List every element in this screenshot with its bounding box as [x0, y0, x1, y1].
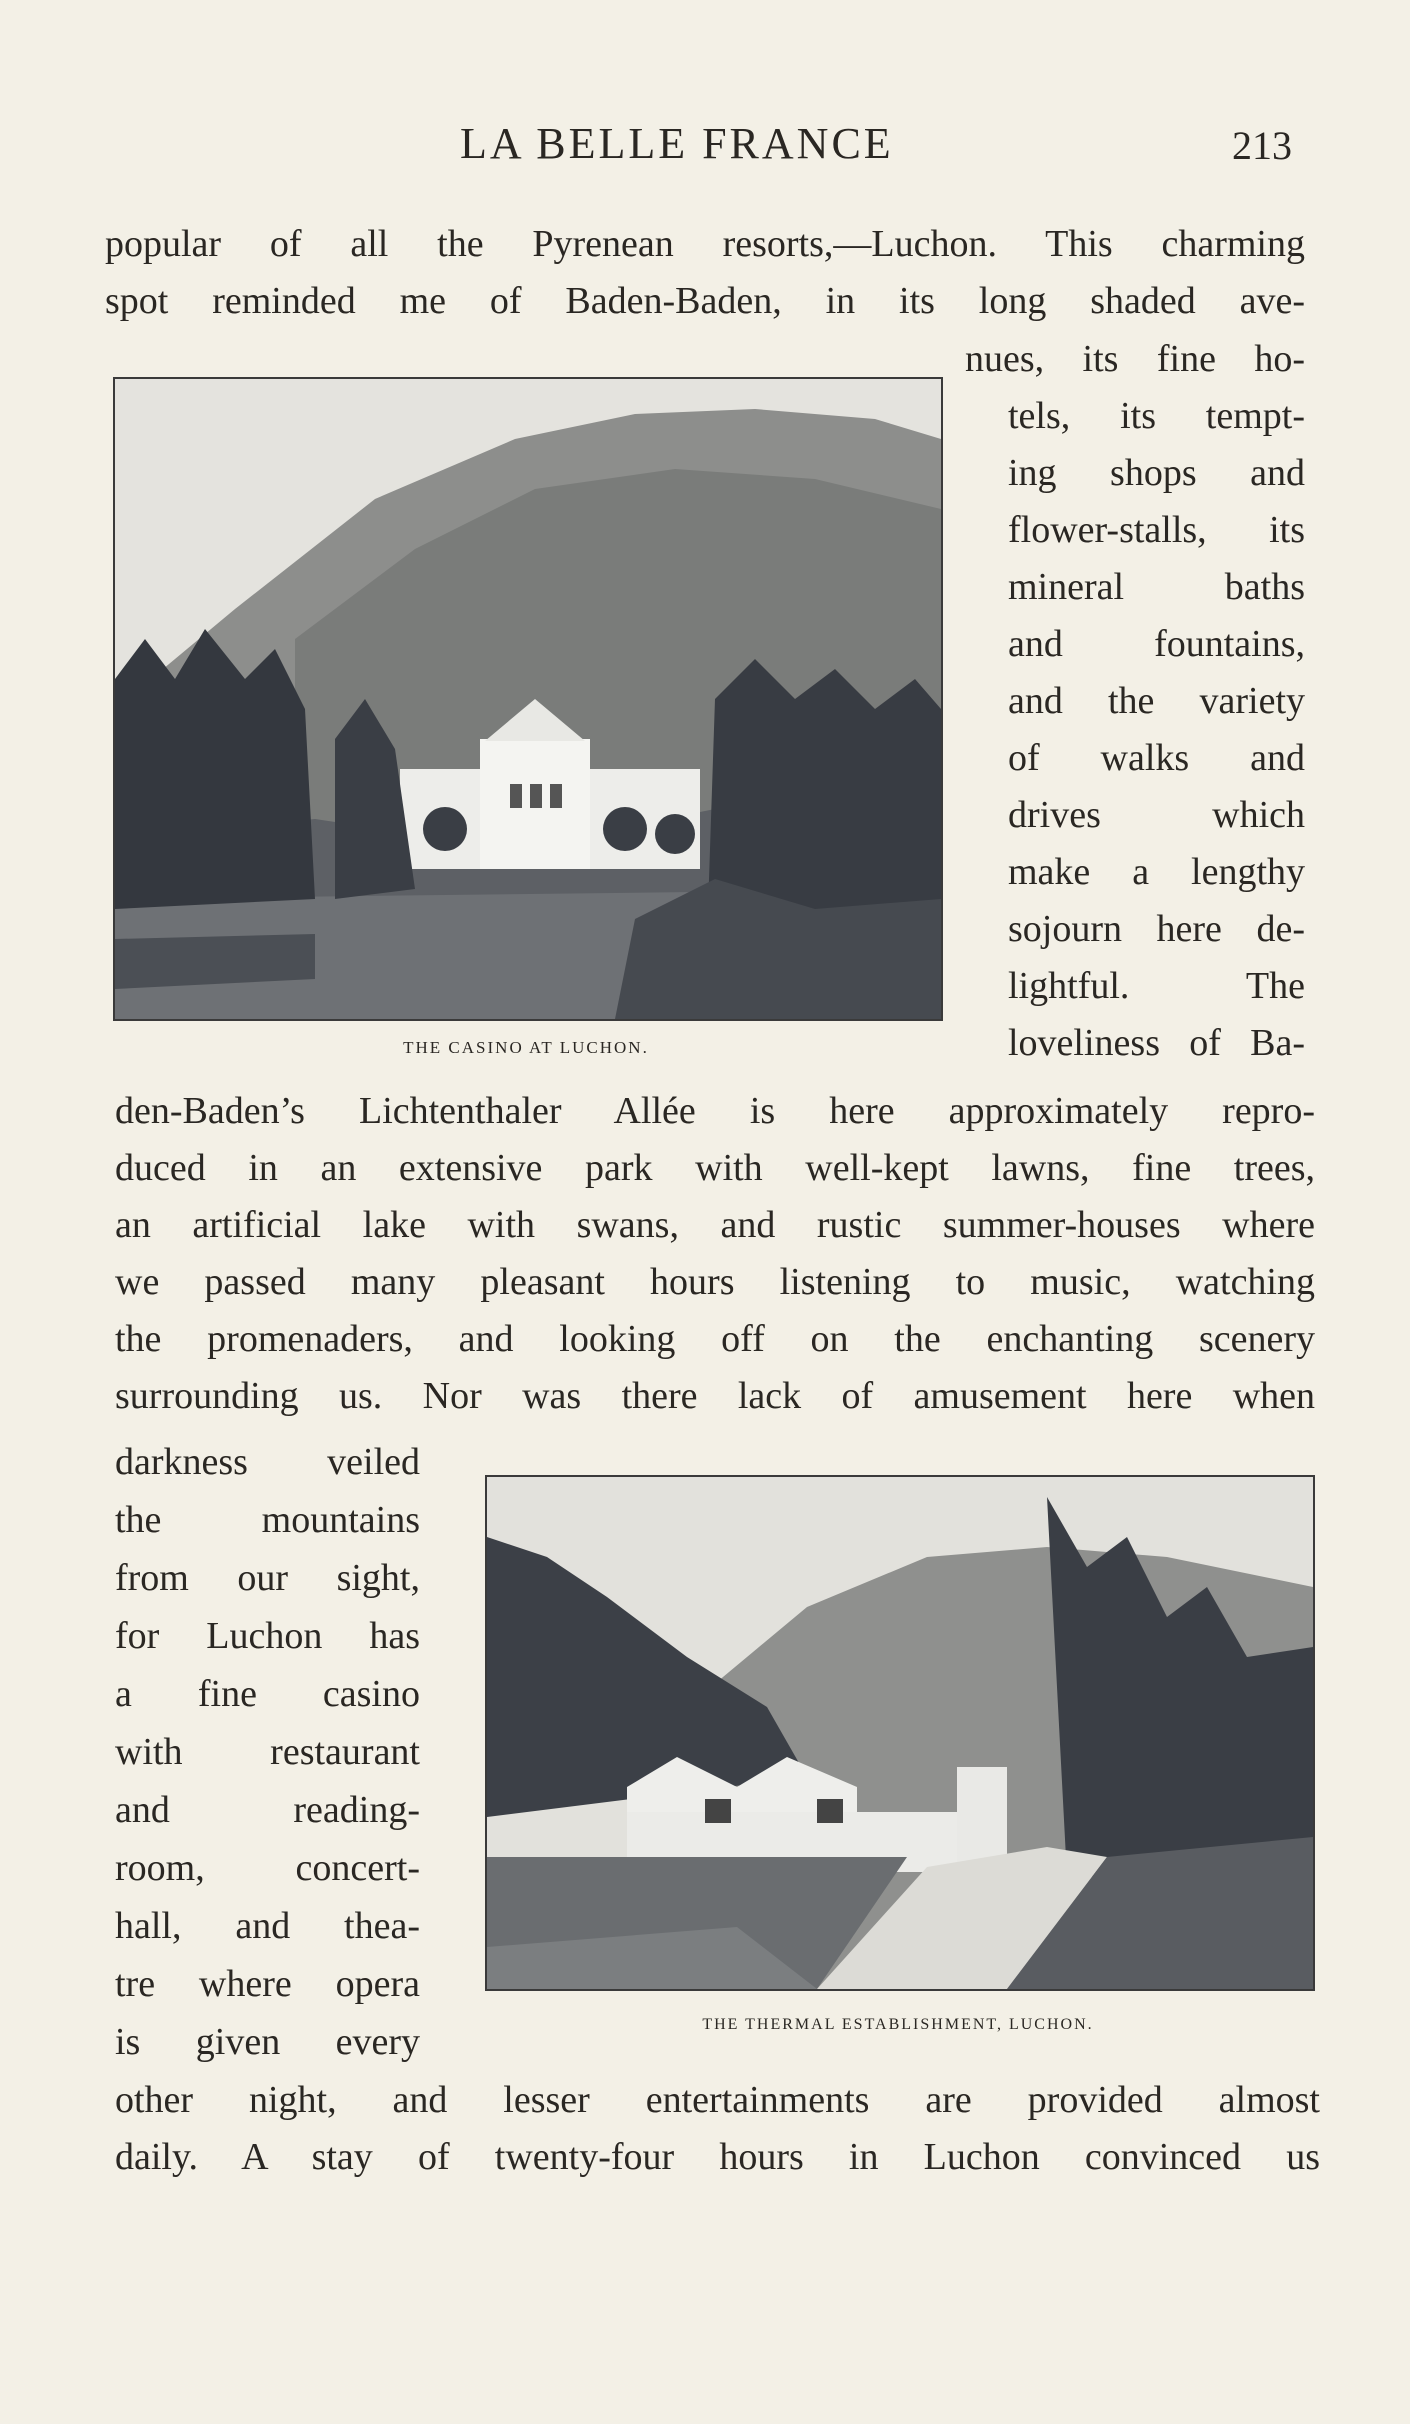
- text-line: surrounding us. Nor was there lack of amusement here when: [115, 1375, 1315, 1417]
- text-line: for Luchon has: [115, 1615, 420, 1657]
- text-line: daily. A stay of twenty-four hours in Luchon convinced us: [115, 2136, 1320, 2178]
- text-line: tels, its tempt-: [1008, 395, 1305, 437]
- text-line: tre where opera: [115, 1963, 420, 2005]
- page-header: [0, 118, 1410, 178]
- text-line: is given every: [115, 2021, 420, 2063]
- text-line: duced in an extensive park with well-kept lawns, fine trees,: [115, 1147, 1315, 1189]
- text-line: the mountains: [115, 1499, 420, 1541]
- text-line: an artificial lake with swans, and rustic summer-houses where: [115, 1204, 1315, 1246]
- text-line: ing shops and: [1008, 452, 1305, 494]
- text-line: of walks and: [1008, 737, 1305, 779]
- text-line: other night, and lesser entertainments are provided almost: [115, 2079, 1320, 2121]
- text-line: den-Baden’s Lichtenthaler Allée is here approximately repro-: [115, 1090, 1315, 1132]
- text-line: lightful. The: [1008, 965, 1305, 1007]
- text-line: mineral baths: [1008, 566, 1305, 608]
- text-line: from our sight,: [115, 1557, 420, 1599]
- running-title: LA BELLE FRANCE: [460, 119, 894, 168]
- casino-photo: [113, 377, 943, 1021]
- text-line: make a lengthy: [1008, 851, 1305, 893]
- text-line: drives which: [1008, 794, 1305, 836]
- text-line: hall, and thea-: [115, 1905, 420, 1947]
- casino-caption: THE CASINO AT LUCHON.: [403, 1038, 649, 1057]
- text-line: popular of all the Pyrenean resorts,—Luchon. This charming: [105, 223, 1305, 265]
- text-line: and fountains,: [1008, 623, 1305, 665]
- thermal-establishment-caption: THE THERMAL ESTABLISHMENT, LUCHON.: [702, 2016, 1094, 2033]
- text-line: spot reminded me of Baden-Baden, in its long shaded ave-: [105, 280, 1305, 322]
- text-line: and the variety: [1008, 680, 1305, 722]
- text-line: nues, its fine ho-: [965, 338, 1305, 380]
- text-line: we passed many pleasant hours listening to music, watching: [115, 1261, 1315, 1303]
- text-line: room, concert-: [115, 1847, 420, 1889]
- text-line: a fine casino: [115, 1673, 420, 1715]
- text-line: loveliness of Ba-: [1008, 1022, 1305, 1064]
- text-line: sojourn here de-: [1008, 908, 1305, 950]
- text-line: with restaurant: [115, 1731, 420, 1773]
- text-line: flower-stalls, its: [1008, 509, 1305, 551]
- thermal-establishment-photo: [485, 1475, 1315, 1991]
- page-number: 213: [1232, 123, 1292, 168]
- text-line: darkness veiled: [115, 1441, 420, 1483]
- text-line: and reading-: [115, 1789, 420, 1831]
- text-line: the promenaders, and looking off on the enchanting scenery: [115, 1318, 1315, 1360]
